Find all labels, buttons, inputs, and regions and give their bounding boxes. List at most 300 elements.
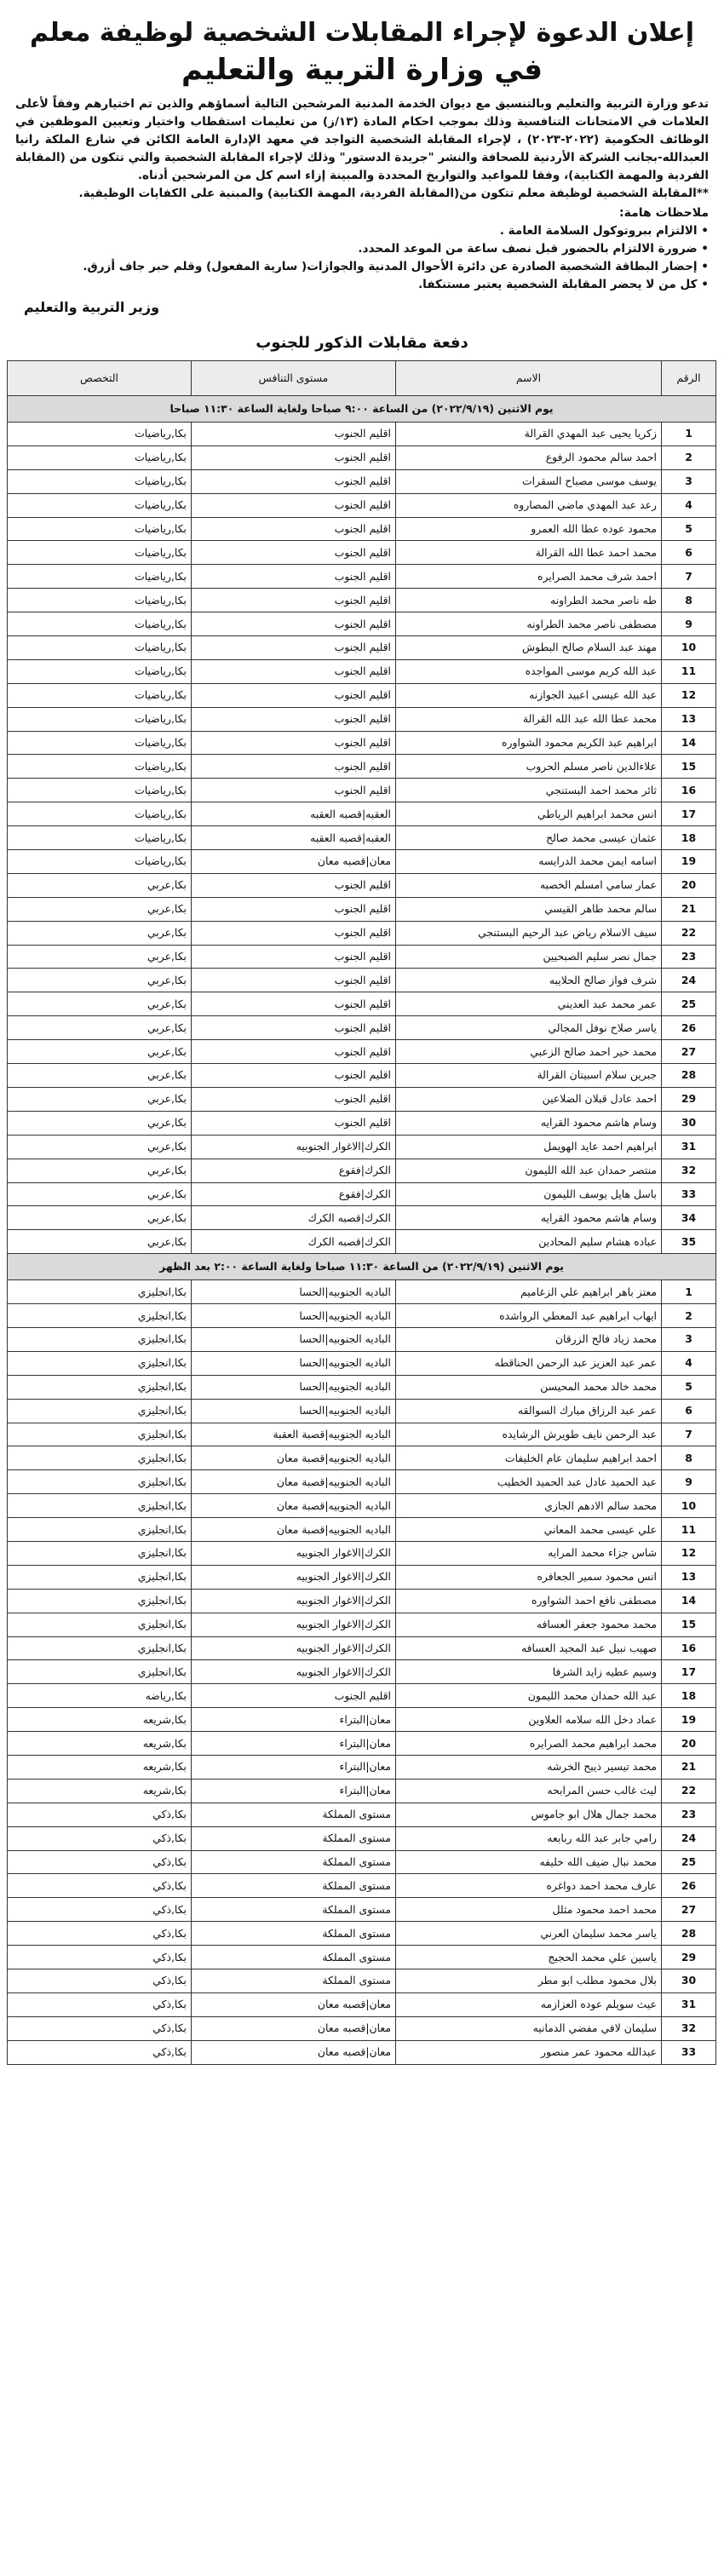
candidate-name: زكريا يحيى عبد المهدي القرالة: [396, 423, 662, 446]
table-row: [8, 802, 716, 826]
candidate-name: عمر عبد العزيز عبد الرحمن الحناقطه: [396, 1351, 662, 1375]
row-number: 32: [662, 2016, 716, 2040]
candidate-name: محمد سالم الادهم الجازي: [396, 1494, 662, 1518]
candidate-name: معتز باهر ابراهيم علي الزغاميم: [396, 1280, 662, 1304]
candidate-name: وسام هاشم محمود القرايه: [396, 1206, 662, 1230]
competition-level: الباديه الجنوبيه|الحسا: [192, 1375, 396, 1399]
table-row: [8, 541, 716, 565]
competition-level: اقليم الجنوب: [192, 493, 396, 517]
candidate-name: وسام هاشم محمود القرايه: [396, 1111, 662, 1135]
table-row: [8, 1636, 716, 1660]
row-number: 7: [662, 1423, 716, 1446]
candidate-name: عبد الله حمدان محمد الليمون: [396, 1684, 662, 1708]
candidate-name: علاءالدين ناصر مسلم الحروب: [396, 755, 662, 779]
row-number: 7: [662, 565, 716, 589]
row-number: 8: [662, 1446, 716, 1470]
competition-level: معان|البتراء: [192, 1708, 396, 1732]
table-row: [8, 683, 716, 707]
specialty: بكا,ذكي: [8, 1874, 192, 1898]
table-row: [8, 1087, 716, 1111]
row-number: 3: [662, 469, 716, 493]
table-row: [8, 1660, 716, 1684]
candidate-name: ياسر محمد سليمان العرني: [396, 1922, 662, 1946]
candidate-name: محمد عطا الله عبد الله القرالة: [396, 707, 662, 731]
row-number: 30: [662, 1969, 716, 1993]
row-number: 28: [662, 1922, 716, 1946]
specialty: بكا,عربي: [8, 992, 192, 1016]
candidate-name: عبدالله محمود عمر منصور: [396, 2040, 662, 2064]
row-number: 25: [662, 1850, 716, 1874]
competition-level: الباديه الجنوبيه|الحسا: [192, 1304, 396, 1328]
competition-level: معان|قصبه معان: [192, 1992, 396, 2016]
candidate-name: سيف الاسلام رياض عبد الرحيم البستنجي: [396, 921, 662, 945]
row-number: 13: [662, 1565, 716, 1589]
row-number: 31: [662, 1135, 716, 1159]
competition-level: مستوى المملكة: [192, 1969, 396, 1993]
competition-level: اقليم الجنوب: [192, 636, 396, 660]
specialty: بكا,ذكي: [8, 2040, 192, 2064]
competition-level: اقليم الجنوب: [192, 707, 396, 731]
row-number: 35: [662, 1230, 716, 1254]
competition-level: الباديه الجنوبيه|الحسا: [192, 1280, 396, 1304]
table-row: [8, 1613, 716, 1636]
row-number: 10: [662, 1494, 716, 1518]
row-number: 4: [662, 493, 716, 517]
competition-level: مستوى المملكة: [192, 1850, 396, 1874]
specialty: بكا,رياضيات: [8, 423, 192, 446]
candidate-name: ابراهيم احمد عايد الهويمل: [396, 1135, 662, 1159]
table-row: [8, 826, 716, 850]
competition-level: مستوى المملكة: [192, 1946, 396, 1969]
table-row: [8, 1589, 716, 1613]
competition-level: معان|البتراء: [192, 1732, 396, 1756]
competition-level: مستوى المملكة: [192, 1922, 396, 1946]
competition-level: اقليم الجنوب: [192, 755, 396, 779]
specialty: بكا,رياضيات: [8, 779, 192, 802]
candidate-name: اسامه ايمن محمد الدرايسه: [396, 850, 662, 874]
row-number: 22: [662, 1779, 716, 1803]
table-row: [8, 565, 716, 589]
specialty: بكا,شريعه: [8, 1779, 192, 1803]
candidate-name: عثمان عيسى محمد صالح: [396, 826, 662, 850]
row-number: 31: [662, 1992, 716, 2016]
candidate-name: عبد الحميد عادل عبد الحميد الخطيب: [396, 1470, 662, 1494]
competition-level: اقليم الجنوب: [192, 897, 396, 921]
competition-level: مستوى المملكة: [192, 1803, 396, 1826]
candidate-name: ثائر محمد احمد البستنجي: [396, 779, 662, 802]
row-number: 22: [662, 921, 716, 945]
row-number: 27: [662, 1040, 716, 1064]
competition-level: الباديه الجنوبيه|قصبة معان: [192, 1518, 396, 1542]
row-number: 8: [662, 589, 716, 612]
row-number: 1: [662, 1280, 716, 1304]
candidate-name: محمد زياد فالح الزرقان: [396, 1327, 662, 1351]
table-row: [8, 659, 716, 683]
specialty: بكا,انجليزي: [8, 1351, 192, 1375]
candidate-name: عمار سامي امسلم الخصبه: [396, 873, 662, 897]
competition-level: اقليم الجنوب: [192, 992, 396, 1016]
candidate-name: عباده هشام سليم المحادين: [396, 1230, 662, 1254]
table-row: [8, 1684, 716, 1708]
row-number: 19: [662, 850, 716, 874]
row-number: 18: [662, 1684, 716, 1708]
table-row: [8, 731, 716, 755]
candidate-name: ابراهيم عبد الكريم محمود الشواوره: [396, 731, 662, 755]
specialty: بكا,انجليزي: [8, 1518, 192, 1542]
row-number: 16: [662, 779, 716, 802]
intro-paragraph: تدعو وزارة التربية والتعليم وبالتنسيق مع ديوان الخدمة المدنية المرشحين التالية أسماؤهم والذين تم اختيارهم وفقاً لأعلى العلامات في الامتحانات التنافسية وذلك بموجب احكام المادة (١٣/ز) من تعليمات استقطاب واختيار وتعيين الموظفين في الوظائف الحكومية (٢٠٢٢-٢٠٢٣) ، لإجراء المقابلة الشخصية التواجد في معهد الإدارة العامة الكائن في شارع الملكة رانيا العبدالله-بجانب الشركة الأردنية للصحافة والنشر "جريدة الدستور" وذلك لإجراء المقابلة الشخصية والتي تتكون من (المقابلة الفردية والمهمة الكتابية)، وفقا للمواعيد والتواريخ المحددة والمبينة إزاء اسم كل من المرشحين أدناه.: [15, 97, 709, 182]
specialty: بكا,رياضيات: [8, 493, 192, 517]
candidate-name: مصطفى نافع احمد الشواوره: [396, 1589, 662, 1613]
table-title: دفعة مقابلات الذكور للجنوب: [256, 334, 468, 352]
announcement-header: [0, 0, 724, 318]
row-number: 2: [662, 446, 716, 469]
competition-level: اقليم الجنوب: [192, 945, 396, 969]
candidate-name: شاس جزاء محمد المرايه: [396, 1541, 662, 1565]
table-row: [8, 1351, 716, 1375]
competition-level: الكرك|الاغوار الجنوبيه: [192, 1589, 396, 1613]
row-number: 12: [662, 683, 716, 707]
competition-level: مستوى المملكة: [192, 1874, 396, 1898]
session-label: يوم الاثنين (٢٠٢٢/٩/١٩) من الساعة ١١:٣٠ صباحا ولغاية الساعة ٢:٠٠ بعد الظهر: [8, 1254, 716, 1280]
competition-level: معان|البتراء: [192, 1755, 396, 1779]
table-row: [8, 1850, 716, 1874]
table-row: [8, 1803, 716, 1826]
session-label: يوم الاثنين (٢٠٢٢/٩/١٩) من الساعة ٩:٠٠ صباحا ولغاية الساعة ١١:٣٠ صباحا: [8, 396, 716, 423]
competition-level: الباديه الجنوبيه|قصبة العقبة: [192, 1423, 396, 1446]
candidate-name: بلال محمود مطلب ابو مطر: [396, 1969, 662, 1993]
specialty: بكا,رياضيات: [8, 565, 192, 589]
candidate-name: ايهاب ابراهيم عبد المعطي الرواشده: [396, 1304, 662, 1328]
competition-level: مستوى المملكة: [192, 1826, 396, 1850]
specialty: بكا,انجليزي: [8, 1613, 192, 1636]
table-row: [8, 1708, 716, 1732]
minister-signature: وزير التربية والتعليم: [24, 299, 160, 315]
table-row: [8, 1016, 716, 1040]
candidate-name: باسل هايل يوسف الليمون: [396, 1182, 662, 1206]
table-row: [8, 1898, 716, 1922]
row-number: 6: [662, 541, 716, 565]
table-row: [8, 1064, 716, 1088]
table-row: [8, 707, 716, 731]
specialty: بكا,رياضيات: [8, 659, 192, 683]
column-header-number: الرقم: [662, 361, 716, 396]
candidate-name: محمود عوده عطا الله العمرو: [396, 517, 662, 541]
competition-level: الكرك|قصبه الكرك: [192, 1230, 396, 1254]
table-row: [8, 1206, 716, 1230]
specialty: بكا,رياضيات: [8, 802, 192, 826]
specialty: بكا,عربي: [8, 1230, 192, 1254]
specialty: بكا,رياضيات: [8, 826, 192, 850]
competition-level: الكرك|قصبه الكرك: [192, 1206, 396, 1230]
row-number: 5: [662, 517, 716, 541]
row-number: 15: [662, 1613, 716, 1636]
table-row: [8, 636, 716, 660]
specialty: بكا,عربي: [8, 945, 192, 969]
competition-level: اقليم الجنوب: [192, 731, 396, 755]
competition-level: الباديه الجنوبيه|قصبة معان: [192, 1470, 396, 1494]
row-number: 29: [662, 1946, 716, 1969]
competition-level: اقليم الجنوب: [192, 1684, 396, 1708]
row-number: 11: [662, 659, 716, 683]
candidate-name: مهند عبد السلام صالح البطوش: [396, 636, 662, 660]
table-row: [8, 1565, 716, 1589]
row-number: 26: [662, 1016, 716, 1040]
table-row: [8, 2016, 716, 2040]
competition-level: الكرك|الاغوار الجنوبيه: [192, 1565, 396, 1589]
candidate-name: ياسين علي محمد الحجيج: [396, 1946, 662, 1969]
specialty: بكا,رياضيات: [8, 731, 192, 755]
specialty: بكا,انجليزي: [8, 1541, 192, 1565]
table-row: [8, 1969, 716, 1993]
table-row: [8, 1280, 716, 1304]
specialty: بكا,عربي: [8, 1040, 192, 1064]
candidate-name: انس محمد ابراهيم الرياطي: [396, 802, 662, 826]
session-row: [8, 396, 716, 423]
candidate-name: ياسر صلاح نوفل المجالي: [396, 1016, 662, 1040]
competition-level: الكرك|فقوع: [192, 1182, 396, 1206]
row-number: 26: [662, 1874, 716, 1898]
specialty: بكا,عربي: [8, 1206, 192, 1230]
specialty: بكا,ذكي: [8, 2016, 192, 2040]
specialty: بكا,انجليزي: [8, 1280, 192, 1304]
row-number: 27: [662, 1898, 716, 1922]
specialty: بكا,انجليزي: [8, 1327, 192, 1351]
competition-level: مستوى المملكة: [192, 1898, 396, 1922]
specialty: بكا,رياضيات: [8, 541, 192, 565]
competition-level: الباديه الجنوبيه|الحسا: [192, 1399, 396, 1423]
competition-level: معان|قصبه معان: [192, 2040, 396, 2064]
row-number: 29: [662, 1087, 716, 1111]
candidate-name: عماد دخل الله سلامه العلاوين: [396, 1708, 662, 1732]
specialty: بكا,انجليزي: [8, 1565, 192, 1589]
session-row: [8, 1254, 716, 1280]
row-number: 18: [662, 826, 716, 850]
candidate-name: صهيب نبيل عبد المجيد العسافه: [396, 1636, 662, 1660]
column-header-name: الاسم: [396, 361, 662, 396]
row-number: 23: [662, 945, 716, 969]
table-row: [8, 755, 716, 779]
table-row: [8, 1399, 716, 1423]
competition-level: الباديه الجنوبيه|الحسا: [192, 1327, 396, 1351]
row-number: 33: [662, 1182, 716, 1206]
row-number: 24: [662, 1826, 716, 1850]
row-number: 9: [662, 1470, 716, 1494]
candidate-name: محمد نبال ضيف الله خليفه: [396, 1850, 662, 1874]
specialty: بكا,رياضيات: [8, 850, 192, 874]
specialty: بكا,انجليزي: [8, 1589, 192, 1613]
candidate-name: محمد جمال هلال ابو جاموس: [396, 1803, 662, 1826]
table-row: [8, 1423, 716, 1446]
specialty: بكا,رياضيات: [8, 589, 192, 612]
table-row: [8, 1732, 716, 1756]
table-row: [8, 1135, 716, 1159]
specialty: بكا,عربي: [8, 1016, 192, 1040]
competition-level: الباديه الجنوبيه|قصبة معان: [192, 1494, 396, 1518]
row-number: 21: [662, 1755, 716, 1779]
specialty: بكا,رياضيات: [8, 707, 192, 731]
candidate-name: محمد خالد محمد المحيسن: [396, 1375, 662, 1399]
candidate-name: محمد احمد محمود مثلل: [396, 1898, 662, 1922]
competition-level: الباديه الجنوبيه|الحسا: [192, 1351, 396, 1375]
column-header-level: مستوى التنافس: [192, 361, 396, 396]
competition-level: اقليم الجنوب: [192, 683, 396, 707]
candidate-name: علي عيسى محمد المعاني: [396, 1518, 662, 1542]
candidate-name: طه ناصر محمد الطراونه: [396, 589, 662, 612]
competition-level: الكرك|الاغوار الجنوبيه: [192, 1541, 396, 1565]
competition-level: الكرك|فقوع: [192, 1159, 396, 1182]
competition-level: اقليم الجنوب: [192, 873, 396, 897]
row-number: 13: [662, 707, 716, 731]
note-item: • كل من لا يحضر المقابلة الشخصية يعتبر مستنكفا.: [418, 278, 709, 291]
note-item: • ضرورة الالتزام بالحضور قبل نصف ساعة من الموعد المحدد.: [358, 242, 709, 256]
competition-level: الكرك|الاغوار الجنوبيه: [192, 1613, 396, 1636]
specialty: بكا,ذكي: [8, 1946, 192, 1969]
row-number: 10: [662, 636, 716, 660]
row-number: 4: [662, 1351, 716, 1375]
page-subtitle: في وزارة التربية والتعليم: [181, 53, 543, 87]
competition-level: اقليم الجنوب: [192, 423, 396, 446]
table-row: [8, 1922, 716, 1946]
competition-level: اقليم الجنوب: [192, 1087, 396, 1111]
specialty: بكا,رياضيات: [8, 636, 192, 660]
competition-level: الكرك|الاغوار الجنوبيه: [192, 1660, 396, 1684]
candidate-name: ليث غالب حسن المرابحه: [396, 1779, 662, 1803]
table-row: [8, 992, 716, 1016]
candidate-name: يوسف موسى مصباح السقرات: [396, 469, 662, 493]
competition-level: معان|قصبه معان: [192, 2016, 396, 2040]
table-row: [8, 1518, 716, 1542]
competition-level: معان|قصبه معان: [192, 850, 396, 874]
row-number: 32: [662, 1159, 716, 1182]
specialty: بكا,انجليزي: [8, 1375, 192, 1399]
candidate-name: احمد عادل قبلان الضلاعين: [396, 1087, 662, 1111]
competition-level: اقليم الجنوب: [192, 1064, 396, 1088]
candidate-name: عبد الله كريم موسى المواجده: [396, 659, 662, 683]
specialty: بكا,انجليزي: [8, 1470, 192, 1494]
table-body: [8, 396, 716, 2065]
specialty: بكا,رياضيات: [8, 755, 192, 779]
competition-level: اقليم الجنوب: [192, 969, 396, 992]
table-row: [8, 1159, 716, 1182]
table-row: [8, 589, 716, 612]
candidate-name: رامي جابر عبد الله ربابعه: [396, 1826, 662, 1850]
row-number: 19: [662, 1708, 716, 1732]
row-number: 33: [662, 2040, 716, 2064]
row-number: 1: [662, 423, 716, 446]
row-number: 21: [662, 897, 716, 921]
specialty: بكا,ذكي: [8, 1969, 192, 1993]
competition-level: اقليم الجنوب: [192, 541, 396, 565]
row-number: 11: [662, 1518, 716, 1542]
specialty: بكا,رياضيات: [8, 517, 192, 541]
table-row: [8, 945, 716, 969]
competition-level: اقليم الجنوب: [192, 612, 396, 636]
specialty: بكا,عربي: [8, 1087, 192, 1111]
specialty: بكا,ذكي: [8, 1803, 192, 1826]
competition-level: اقليم الجنوب: [192, 659, 396, 683]
row-number: 30: [662, 1111, 716, 1135]
specialty: بكا,شريعه: [8, 1755, 192, 1779]
row-number: 15: [662, 755, 716, 779]
competition-level: الكرك|الاغوار الجنوبيه: [192, 1135, 396, 1159]
table-row: [8, 873, 716, 897]
table-row: [8, 897, 716, 921]
table-row: [8, 1111, 716, 1135]
table-row: [8, 1375, 716, 1399]
table-row: [8, 423, 716, 446]
table-row: [8, 1755, 716, 1779]
competition-level: العقبه|قصبه العقبه: [192, 802, 396, 826]
specialty: بكا,عربي: [8, 921, 192, 945]
table-row: [8, 1304, 716, 1328]
candidate-name: عمر محمد عبد العديني: [396, 992, 662, 1016]
specialty: بكا,عربي: [8, 1064, 192, 1088]
page-title: إعلان الدعوة لإجراء المقابلات الشخصية لوظيفة معلم: [30, 18, 694, 48]
table-row: [8, 493, 716, 517]
specialty: بكا,شريعه: [8, 1732, 192, 1756]
row-number: 23: [662, 1803, 716, 1826]
row-number: 14: [662, 1589, 716, 1613]
specialty: بكا,ذكي: [8, 1922, 192, 1946]
row-number: 17: [662, 802, 716, 826]
note-item: • إحضار البطاقة الشخصية الصادرة عن دائرة الأحوال المدنية والجوازات( سارية المفعول) وقلم حبر جاف أزرق.: [83, 260, 709, 273]
candidate-name: احمد شرف محمد الصرايره: [396, 565, 662, 589]
specialty: بكا,انجليزي: [8, 1494, 192, 1518]
row-number: 17: [662, 1660, 716, 1684]
row-number: 20: [662, 873, 716, 897]
table-row: [8, 1494, 716, 1518]
candidate-name: محمد محمود جعفر العسافه: [396, 1613, 662, 1636]
candidate-name: جمال نصر سليم الصبحيين: [396, 945, 662, 969]
specialty: بكا,انجليزي: [8, 1423, 192, 1446]
candidate-name: عمر عبد الرزاق مبارك السوالقه: [396, 1399, 662, 1423]
table-row: [8, 921, 716, 945]
specialty: بكا,عربي: [8, 897, 192, 921]
competition-level: العقبه|قصبه العقبه: [192, 826, 396, 850]
candidate-name: انس محمود سمير الجعافره: [396, 1565, 662, 1589]
specialty: بكا,عربي: [8, 969, 192, 992]
table-row: [8, 1826, 716, 1850]
competition-level: اقليم الجنوب: [192, 1040, 396, 1064]
candidate-name: عبد الرحمن نايف طويرش الرشايده: [396, 1423, 662, 1446]
specialty: بكا,رياضه: [8, 1684, 192, 1708]
table-row: [8, 1230, 716, 1254]
specialty: بكا,شريعه: [8, 1708, 192, 1732]
table-row: [8, 1779, 716, 1803]
competition-level: اقليم الجنوب: [192, 589, 396, 612]
table-row: [8, 1992, 716, 2016]
candidate-name: محمد تيسير ذيبح الخرشه: [396, 1755, 662, 1779]
table-row: [8, 517, 716, 541]
specialty: بكا,رياضيات: [8, 469, 192, 493]
table-row: [8, 446, 716, 469]
row-number: 14: [662, 731, 716, 755]
row-number: 25: [662, 992, 716, 1016]
table-row: [8, 1874, 716, 1898]
table-row: [8, 1946, 716, 1969]
specialty: بكا,عربي: [8, 1135, 192, 1159]
competition-level: الكرك|الاغوار الجنوبيه: [192, 1636, 396, 1660]
candidate-name: محمد ابراهيم محمد الصرايره: [396, 1732, 662, 1756]
table-row: [8, 1327, 716, 1351]
competition-level: اقليم الجنوب: [192, 469, 396, 493]
row-number: 2: [662, 1304, 716, 1328]
table-row: [8, 1182, 716, 1206]
row-number: 24: [662, 969, 716, 992]
row-number: 20: [662, 1732, 716, 1756]
competition-level: اقليم الجنوب: [192, 1111, 396, 1135]
